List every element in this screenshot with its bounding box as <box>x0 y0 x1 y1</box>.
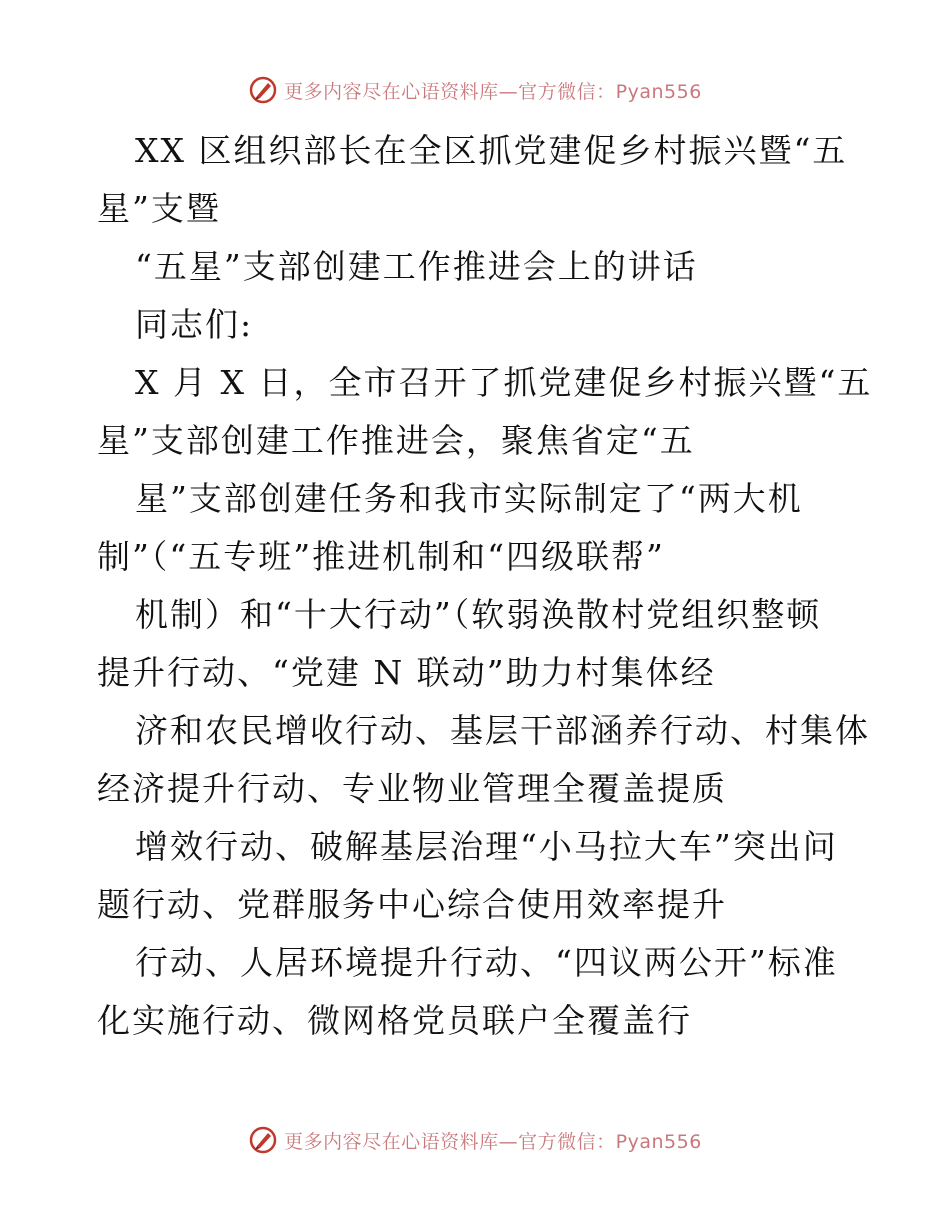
watermark-text: 更多内容尽在心语资料库—官方微信：Pyan556 <box>284 80 702 103</box>
document-body <box>97 122 873 1050</box>
header-watermark <box>0 70 950 110</box>
body-line: 提升行动、“党建 N 联动”助力村集体经 <box>97 653 716 692</box>
salutation: 同志们: <box>135 305 254 344</box>
footer-watermark <box>0 1120 950 1160</box>
body-line: 制”（“五专班”推进机制和“四级联帮” <box>97 537 665 576</box>
body-line: 机制）和“十大行动”（软弱涣散村党组织整顿 <box>135 595 822 634</box>
pen-logo-icon <box>248 75 278 105</box>
body-line: 星”支部创建工作推进会，聚焦省定“五 <box>97 421 695 460</box>
body-line: 星”支部创建任务和我市实际制定了“两大机 <box>135 479 803 518</box>
body-line: 增效行动、破解基层治理“小马拉大车”突出问 <box>135 827 838 866</box>
watermark-text: 更多内容尽在心语资料库—官方微信：Pyan556 <box>284 1130 702 1153</box>
title-line-1: XX 区组织部长在全区抓党建促乡村振兴暨“五 <box>135 131 848 170</box>
body-line: 化实施行动、微网格党员联户全覆盖行 <box>97 1001 692 1040</box>
title-line-3: “五星”支部创建工作推进会上的讲话 <box>135 247 698 286</box>
body-line: X 月 X 日，全市召开了抓党建促乡村振兴暨“五 <box>135 363 873 402</box>
body-line: 济和农民增收行动、基层干部涵养行动、村集体 <box>135 711 870 750</box>
title-line-2: 星”支暨 <box>97 189 221 228</box>
body-line: 经济提升行动、专业物业管理全覆盖提质 <box>97 769 727 808</box>
body-line: 题行动、党群服务中心综合使用效率提升 <box>97 885 727 924</box>
body-line: 行动、人居环境提升行动、“四议两公开”标准 <box>135 943 838 982</box>
pen-logo-icon <box>248 1125 278 1155</box>
